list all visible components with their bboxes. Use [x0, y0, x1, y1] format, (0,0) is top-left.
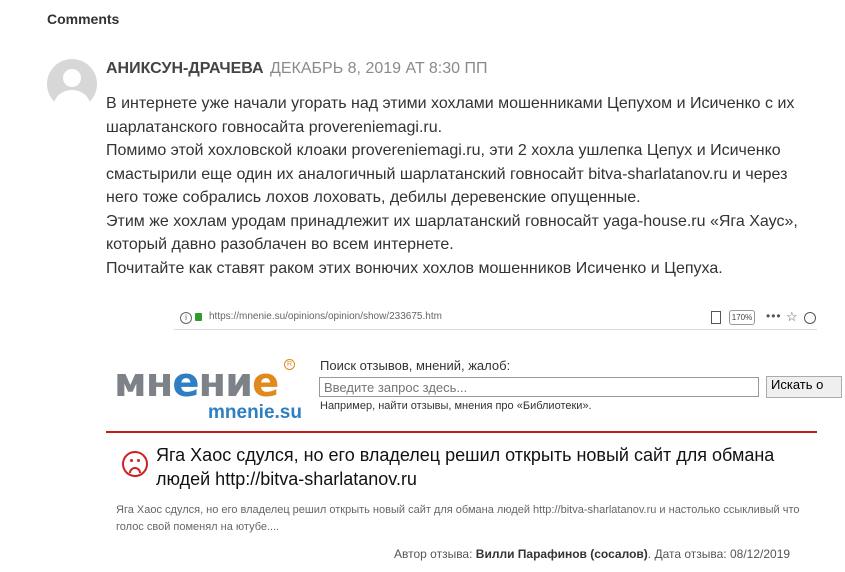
post-footer [394, 547, 790, 561]
post-title: Яга Хаос сдулся, но его владелец решил открыть новый сайт для обмана людей http://bitva-sharlatanov.ru [156, 445, 775, 489]
comment-paragraph: Почитайте как ставят раком этих вонючих хохлов мошенников Исиченко и Цепуха. [106, 259, 723, 277]
logo-text-part: мн [114, 360, 173, 406]
footer-author: Вилли Парафинов (сосалов) [475, 547, 648, 561]
footer-author-label: Автор отзыва: [394, 547, 473, 561]
search-example: Например, найти отзывы, мнения про «Библиотеки». [320, 400, 592, 412]
logo-text-part: е [172, 360, 199, 406]
red-divider [106, 431, 817, 433]
zoom-level: 170% [729, 310, 755, 325]
info-icon: i [180, 312, 192, 324]
page-actions-icon: ••• [766, 309, 782, 323]
registered-mark: R [284, 359, 295, 370]
comment-paragraph: Этим же хохлам уродам принадлежит их шарлатанский говносайт yaga-house.ru «Яга Хаус», который давно разоблачен во всем интернете. [106, 212, 798, 253]
lock-icon [195, 313, 202, 321]
comment-body [106, 92, 821, 280]
site-logo [114, 360, 302, 423]
embedded-screenshot [106, 303, 824, 572]
comment-author[interactable]: АНИКСУН-ДРАЧЕВА [106, 60, 264, 77]
comment-meta [106, 60, 487, 78]
comment-date[interactable]: ДЕКАБРЬ 8, 2019 AT 8:30 ПП [270, 60, 488, 77]
post-excerpt: Яга Хаос сдулся, но его владелец решил открыть новый сайт для обмана людей http://bitva-sharlatanov.ru и настолько ссыкливый что голос свой поменял на ютубе.... [116, 504, 800, 533]
logo-text-part: ни [198, 360, 253, 406]
comments-heading: Comments [47, 11, 120, 27]
comment-paragraph: В интернете уже начали угорать над этими хохлами мошенниками Цепухом и Исиченко с их шарлатанского говносайта provereniemagi.ru. [106, 95, 795, 136]
search-input [319, 377, 759, 397]
browser-address-bar [174, 307, 817, 330]
avatar [47, 59, 97, 109]
footer-date-label: . Дата отзыва: [647, 547, 727, 561]
address-url: https://mnenie.su/opinions/opinion/show/233675.htm [209, 311, 442, 322]
search-button: Искать о [766, 376, 842, 398]
reload-icon [804, 312, 816, 324]
reader-view-icon [711, 311, 721, 324]
comment-paragraph: Помимо этой хохловской клоаки provereniemagi.ru, эти 2 хохла ушлепка Цепух и Исиченко смастырили еще один их аналогичный шарлатанский говносайт bitva-sharlatanov.ru и через него тоже собрались лохов лоховать, дебилы деревенские опущенные. [106, 142, 788, 206]
search-label: Поиск отзывов, мнений, жалоб: [320, 358, 511, 373]
sad-face-icon [122, 451, 148, 477]
bookmark-star-icon: ☆ [786, 309, 798, 324]
footer-date: 08/12/2019 [729, 547, 791, 561]
logo-text-part: е [252, 360, 279, 406]
logo-domain: mnenie.su [208, 402, 302, 423]
